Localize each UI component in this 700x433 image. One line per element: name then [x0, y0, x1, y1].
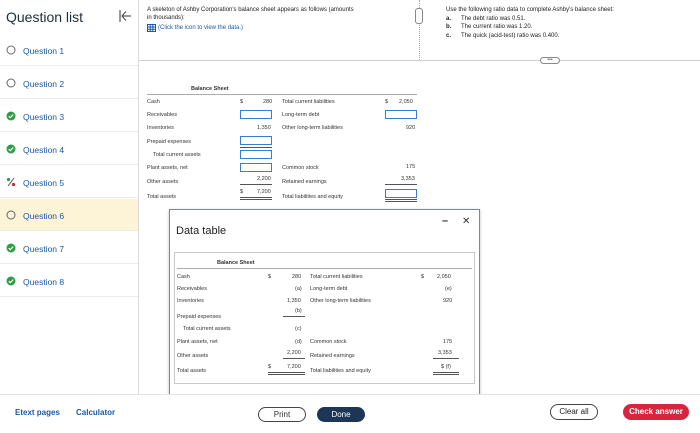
- cash-dollar: $: [240, 99, 244, 105]
- plant-label: Plant assets, net: [147, 165, 188, 171]
- prepaid-input[interactable]: [240, 136, 272, 145]
- question-item-8[interactable]: [0, 265, 138, 297]
- other-assets-value: 2,200: [257, 176, 271, 182]
- common-stock-label: Common stock: [282, 165, 319, 171]
- tcl-label: Total current liabilities: [310, 274, 363, 280]
- receivables-input[interactable]: [240, 110, 272, 119]
- tle-label: Total liabilities and equity: [310, 368, 371, 374]
- retained-earnings-value: 3,353: [438, 350, 452, 356]
- retained-earnings-label: Retained earnings: [310, 353, 355, 359]
- question-label: Question 1: [23, 46, 65, 56]
- tcl-value: 2,050: [437, 274, 451, 280]
- check-answer-button[interactable]: Check answer: [623, 404, 689, 420]
- plant-label: Plant assets, net: [177, 339, 218, 345]
- prepaid-label: Prepaid expenses: [147, 139, 192, 145]
- inventories-label: Inventories: [147, 125, 174, 131]
- receivables-value: (a): [295, 286, 302, 292]
- cash-label: Cash: [147, 99, 160, 105]
- total-assets-value: 7,200: [257, 189, 271, 195]
- ratio-letter: b.: [446, 24, 452, 30]
- olt-label: Other long-term liabilities: [310, 298, 371, 304]
- ratio-letter: a.: [446, 15, 452, 22]
- common-stock-value: 175: [443, 339, 453, 345]
- ltd-label: Long-term debt: [310, 286, 348, 292]
- question-item-5[interactable]: [0, 166, 138, 198]
- sidebar-title: Question list: [6, 9, 84, 25]
- other-assets-underline: [240, 184, 272, 185]
- table-title-rule: [177, 268, 472, 269]
- unanswered-icon: [6, 45, 16, 55]
- retained-earnings-underline: [385, 184, 417, 185]
- other-assets-value: 2,200: [287, 350, 301, 356]
- plant-input[interactable]: [240, 163, 272, 172]
- unanswered-icon: [6, 78, 16, 88]
- ltd-input[interactable]: [385, 110, 417, 119]
- done-button[interactable]: Done: [317, 407, 365, 422]
- prepaid-value: (b): [295, 308, 302, 314]
- retained-earnings-label: Retained earnings: [282, 179, 327, 185]
- collapse-icon[interactable]: [118, 9, 132, 23]
- total-assets-label: Total assets: [177, 368, 207, 374]
- olt-value: 920: [406, 125, 416, 131]
- total-current-assets-label: Total current assets: [153, 152, 201, 158]
- olt-value: 920: [443, 298, 453, 304]
- horizontal-divider: [139, 60, 700, 61]
- footer-bar: [0, 394, 700, 433]
- tcl-dollar: $: [421, 274, 425, 280]
- calculator-link[interactable]: Calculator: [76, 408, 116, 417]
- tle-value: $ (f): [441, 364, 451, 370]
- complete-check-icon: [6, 276, 16, 286]
- plant-value: (d): [295, 339, 302, 345]
- prepaid-underline: [240, 147, 272, 148]
- divider-drag-handle[interactable]: [415, 8, 423, 24]
- question-label: Question 2: [23, 79, 65, 89]
- data-table: [174, 252, 475, 384]
- balance-sheet-title: Balance Sheet: [191, 86, 229, 92]
- question-item-2[interactable]: [0, 67, 138, 99]
- tcl-value: 2,050: [399, 99, 413, 105]
- other-assets-label: Other assets: [177, 353, 209, 359]
- total-assets-dollar: $: [268, 364, 272, 370]
- question-item-7[interactable]: [0, 232, 138, 264]
- ratio-text: The current ratio was 1.20.: [461, 24, 533, 30]
- ratio-c: [446, 32, 614, 41]
- tle-double-underline: [433, 372, 459, 375]
- question-list-sidebar: [0, 0, 139, 433]
- clear-all-button[interactable]: Clear all: [550, 404, 598, 420]
- common-stock-value: 175: [406, 164, 416, 170]
- total-assets-dollar: $: [240, 189, 244, 195]
- ltd-label: Long-term debt: [282, 112, 320, 118]
- title-rule: [147, 94, 417, 95]
- complete-check-icon: [6, 144, 16, 154]
- inventories-label: Inventories: [177, 298, 204, 304]
- total-assets-value: 7,200: [287, 364, 301, 370]
- cash-value: 280: [292, 274, 302, 280]
- receivables-label: Receivables: [147, 112, 177, 118]
- inventories-value: 1,350: [287, 298, 301, 304]
- question-intro: [147, 6, 354, 22]
- olt-label: Other long-term liabilities: [282, 125, 343, 131]
- question-label: Question 3: [23, 112, 65, 122]
- close-icon[interactable]: ✕: [462, 216, 471, 227]
- total-current-assets-input[interactable]: [240, 150, 272, 159]
- question-label: Question 6: [23, 211, 65, 221]
- tcl-label: Total current liabilities: [282, 99, 335, 105]
- ratio-a: [446, 15, 614, 24]
- other-assets-underline: [283, 358, 305, 359]
- unanswered-icon: [6, 210, 16, 220]
- cash-dollar: $: [268, 274, 272, 280]
- common-stock-label: Common stock: [310, 339, 347, 345]
- minimize-icon[interactable]: –: [442, 215, 449, 227]
- intro-line-1: A skeleton of Ashby Corporation's balance sheet appears as follows (amounts: [147, 7, 354, 13]
- print-button[interactable]: Print: [258, 407, 306, 422]
- question-label: Question 8: [23, 277, 65, 287]
- ratio-intro: Use the following ratio data to complete Ashby's balance sheet:: [446, 7, 614, 13]
- tca-label: Total current assets: [183, 326, 231, 332]
- tle-input[interactable]: [385, 189, 417, 198]
- tca-value: (c): [295, 326, 302, 332]
- tle-double-underline: [385, 199, 417, 202]
- complete-check-icon: [6, 111, 16, 121]
- table-title: Balance Sheet: [217, 260, 255, 266]
- cash-label: Cash: [177, 274, 190, 280]
- retained-earnings-value: 3,353: [401, 176, 415, 182]
- cash-value: 280: [263, 99, 273, 105]
- total-assets-label: Total assets: [147, 194, 177, 200]
- question-label: Question 5: [23, 178, 65, 188]
- tle-label: Total liabilities and equity: [282, 194, 343, 200]
- data-table-icon[interactable]: [147, 24, 156, 32]
- intro-line-2: in thousands):: [147, 15, 185, 21]
- modal-title: Data table: [176, 225, 227, 237]
- question-label: Question 4: [23, 145, 65, 155]
- ratio-b: [446, 23, 614, 32]
- receivables-label: Receivables: [177, 286, 207, 292]
- question-label: Question 7: [23, 244, 65, 254]
- ratio-letter: c.: [446, 32, 452, 39]
- tcl-dollar: $: [385, 99, 389, 105]
- question-item-4[interactable]: [0, 133, 138, 165]
- ltd-value: (e): [445, 286, 452, 292]
- ratio-text: The quick (acid-test) ratio was 0.400.: [461, 32, 560, 39]
- expand-handle[interactable]: •••: [540, 57, 560, 64]
- view-data-text[interactable]: (Click the icon to view the data.): [158, 25, 244, 31]
- inventories-value: 1,350: [257, 125, 271, 131]
- total-assets-double-underline: [268, 372, 305, 375]
- question-item-1[interactable]: [0, 34, 138, 66]
- etext-pages-link[interactable]: Etext pages: [15, 408, 60, 417]
- question-item-6[interactable]: [0, 199, 138, 231]
- prepaid-underline: [283, 316, 305, 317]
- question-item-3[interactable]: [0, 100, 138, 132]
- ratio-data: [446, 6, 614, 40]
- other-assets-label: Other assets: [147, 179, 179, 185]
- total-assets-double-underline: [240, 197, 272, 200]
- retained-earnings-underline: [433, 358, 459, 359]
- partial-credit-icon: [6, 177, 16, 187]
- prepaid-label: Prepaid expenses: [177, 314, 222, 320]
- complete-check-icon: [6, 243, 16, 253]
- ratio-text: The debt ratio was 0.51.: [461, 15, 526, 22]
